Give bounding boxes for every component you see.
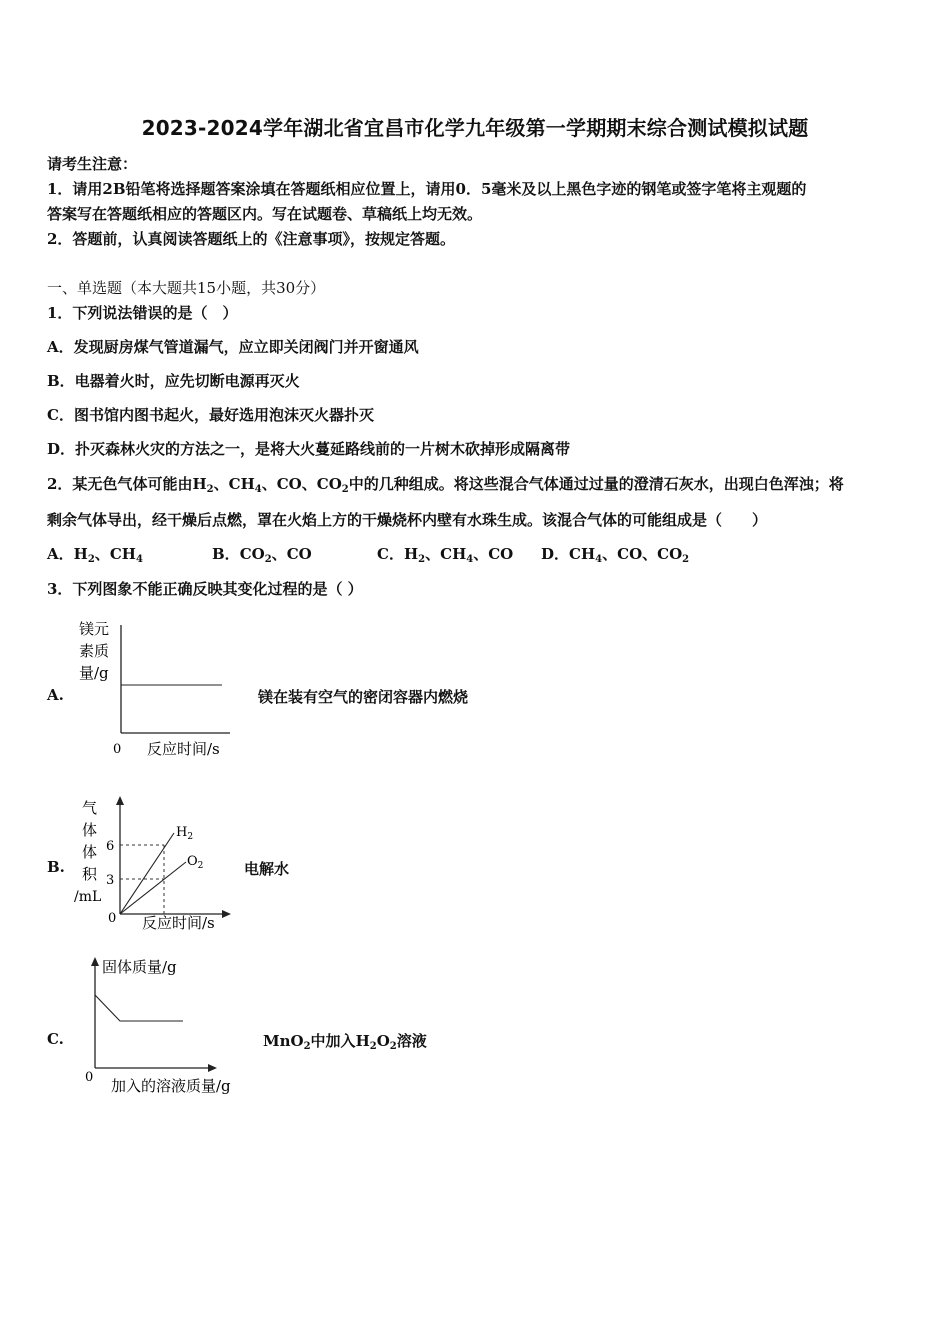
chart-b-ylabel-4: 积 bbox=[82, 865, 98, 883]
q2-stem-line-2: 剩余气体导出，经干燥后点燃，罩在火焰上方的干燥烧杯内壁有水珠生成。该混合气体的可能组成是（ ） bbox=[47, 511, 768, 529]
chart-b-ytick-3: 3 bbox=[106, 873, 115, 888]
chart-b-origin: 0 bbox=[108, 911, 117, 926]
chart-b-series-o2 bbox=[120, 862, 186, 914]
q2-stem-line-1: 2．某无色气体可能由$H_2$、$CH_4$、CO、$CO_2$中的几种组成。将这些混合气体通过过量的澄清石灰水，出现白色浑浊；将 bbox=[47, 475, 844, 495]
section-heading: 一、单选题（本大题共15小题，共30分） bbox=[47, 279, 326, 297]
chart-a-origin: 0 bbox=[113, 742, 122, 757]
q3-option-a-label: A. bbox=[47, 686, 64, 704]
chart-a-ylabel-1: 镁元 bbox=[79, 620, 110, 638]
chart-b-x-arrow bbox=[222, 910, 231, 918]
chart-b-ylabel-3: 体 bbox=[82, 843, 98, 861]
chart-a-ylabel-3: 量/g bbox=[79, 664, 109, 682]
q2-option-b: B．$CO_2$、CO bbox=[212, 545, 312, 565]
chart-b-ylabel-1: 气 bbox=[82, 799, 98, 817]
q1-option-c: C．图书馆内图书起火，最好选用泡沫灭火器扑灭 bbox=[47, 406, 374, 424]
chart-b-y-arrow bbox=[116, 796, 124, 805]
notice-line-1a: 1．请用2B铅笔将选择题答案涂填在答题纸相应位置上，请用0．5毫米及以上黑色字迹的钢笔或签字笔将主观题的 bbox=[47, 180, 807, 198]
chart-c-ylabel: 固体质量/g bbox=[102, 958, 177, 976]
q1-option-a: A．发现厨房煤气管道漏气，应立即关闭阀门并开窗通风 bbox=[47, 338, 419, 356]
chart-c-origin: 0 bbox=[85, 1070, 94, 1085]
chart-b-xlabel: 反应时间/s bbox=[142, 914, 215, 932]
chart-b-ytick-6: 6 bbox=[106, 839, 115, 854]
q3-chart-a bbox=[70, 615, 240, 763]
notice-heading: 请考生注意： bbox=[47, 155, 138, 173]
chart-c-x-arrow bbox=[208, 1064, 217, 1072]
chart-b-ylabel-2: 体 bbox=[82, 821, 98, 839]
chart-a-xlabel: 反应时间/s bbox=[147, 740, 220, 758]
q3-option-c-label: C. bbox=[47, 1030, 64, 1048]
q3-option-b-label: B. bbox=[47, 858, 65, 876]
q1-option-d: D．扑灭森林火灾的方法之一，是将大火蔓延路线前的一片树木砍掉形成隔离带 bbox=[47, 440, 571, 458]
q2-option-d: D．$CH_4$、CO、$CO_2$ bbox=[541, 545, 690, 565]
q3-chart-c bbox=[76, 950, 276, 1100]
chart-b-ylabel-5: /mL bbox=[74, 889, 102, 905]
q1-option-b: B．电器着火时，应先切断电源再灭火 bbox=[47, 372, 300, 390]
chart-a-ylabel-2: 素质 bbox=[79, 642, 110, 660]
chart-c-series-line bbox=[95, 995, 183, 1021]
notice-line-1b: 答案写在答题纸相应的答题区内。写在试题卷、草稿纸上均无效。 bbox=[47, 205, 483, 223]
q3-option-c-caption: MnO$_2$中加入$H_2O_2$溶液 bbox=[263, 1032, 427, 1052]
chart-c-y-arrow bbox=[91, 957, 99, 966]
q3-stem: 3．下列图象不能正确反映其变化过程的是（ ） bbox=[47, 580, 363, 598]
q2-option-a: A．$H_2$、$CH_4$ bbox=[47, 545, 143, 565]
chart-b-legend-h2: $H_2$ bbox=[176, 825, 194, 842]
q3-option-a-caption: 镁在装有空气的密闭容器内燃烧 bbox=[258, 688, 469, 706]
chart-c-xlabel: 加入的溶液质量/g bbox=[111, 1077, 231, 1095]
q1-stem: 1．下列说法错误的是（ ） bbox=[47, 304, 238, 322]
page-title: 2023-2024学年湖北省宜昌市化学九年级第一学期期末综合测试模拟试题 bbox=[141, 116, 809, 140]
notice-line-2: 2．答题前，认真阅读答题纸上的《注意事项》，按规定答题。 bbox=[47, 230, 455, 248]
q2-option-c: C．$H_2$、$CH_4$、CO bbox=[377, 545, 514, 565]
chart-b-legend-o2: $O_2$ bbox=[187, 854, 204, 871]
q3-option-b-caption: 电解水 bbox=[244, 860, 290, 878]
q3-chart-b bbox=[70, 793, 240, 935]
